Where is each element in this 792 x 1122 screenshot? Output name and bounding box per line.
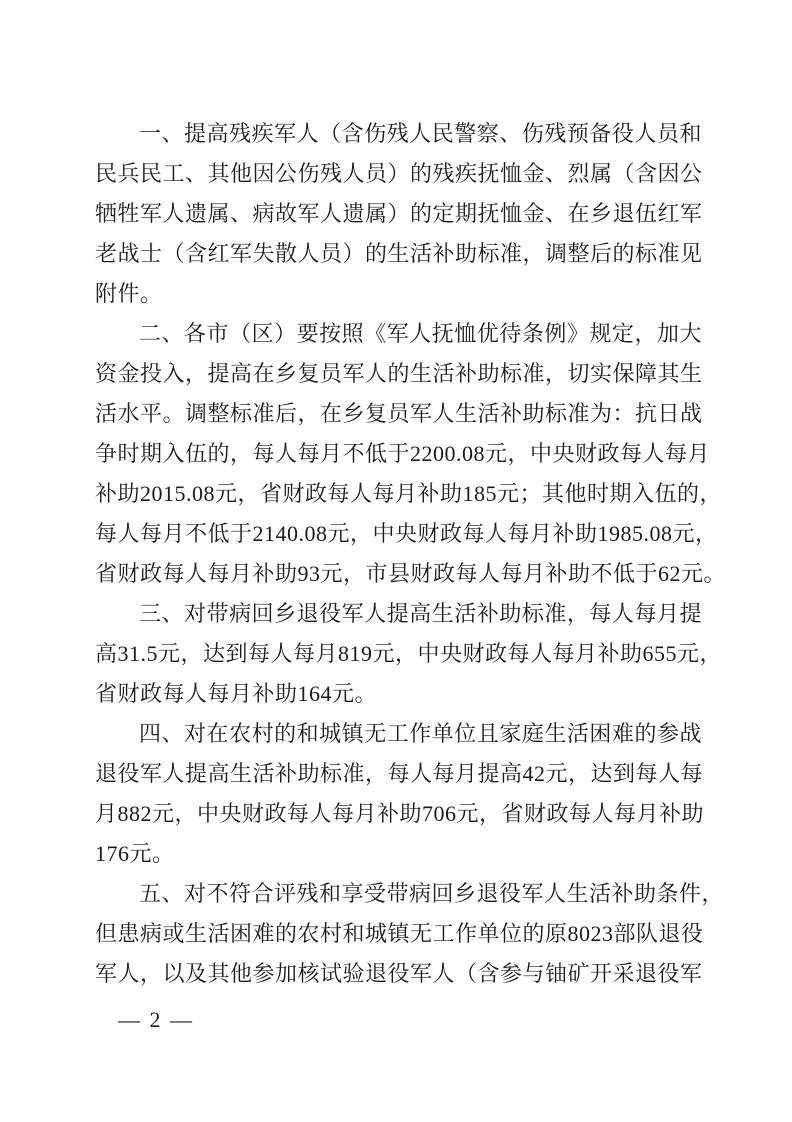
text-line: 但患病或生活困难的农村和城镇无工作单位的原8023部队退役 (95, 921, 704, 946)
paragraph-4 (95, 714, 705, 874)
paragraph-2 (95, 314, 727, 594)
text-line: 牺牲军人遗属、病故军人遗属）的定期抚恤金、在乡退伍红军 (95, 201, 703, 226)
text-line: 补助2015.08元，省财政每人每月补助185元；其他时期入伍的， (95, 481, 723, 506)
text-line: 二、各市（区）要按照《军人抚恤优待条例》规定，加大 (139, 321, 702, 346)
paragraph-5 (95, 874, 725, 994)
text-line: 活水平。调整标准后，在乡复员军人生活补助标准为：抗日战 (95, 401, 703, 426)
paragraph-3 (95, 594, 723, 714)
text-line: 退役军人提高生活补助标准，每人每月提高42元，达到每人每 (95, 761, 704, 786)
text-line: 军人，以及其他参加核试验退役军人（含参与铀矿开采退役军 (95, 961, 703, 986)
text-line: 月882元，中央财政每人每月补助706元，省财政每人每月补助 (95, 801, 705, 826)
text-line: 三、对带病回乡退役军人提高生活补助标准，每人每月提 (139, 601, 702, 626)
text-line: 老战士（含红军失散人员）的生活补助标准，调整后的标准见 (95, 241, 703, 266)
text-line: 省财政每人每月补助93元，市县财政每人每月补助不低于62元。 (95, 561, 727, 586)
paragraph-1 (95, 114, 702, 314)
text-line: 争时期入伍的，每人每月不低于2200.08元，中央财政每人每月 (95, 441, 711, 466)
text-line: 省财政每人每月补助164元。 (95, 681, 378, 706)
text-line: 附件。 (95, 281, 163, 306)
text-line: 一、提高残疾军人（含伤残人民警察、伤残预备役人员和 (139, 121, 702, 146)
text-line: 高31.5元，达到每人每月819元，中央财政每人每月补助655元， (95, 641, 723, 666)
page-number: — 2 — (118, 1007, 194, 1032)
text-line: 资金投入，提高在乡复员军人的生活补助标准，切实保障其生 (95, 361, 703, 386)
text-line: 四、对在农村的和城镇无工作单位且家庭生活困难的参战 (139, 721, 702, 746)
text-line: 每人每月不低于2140.08元，中央财政每人每月补助1985.08元， (95, 521, 718, 546)
text-line: 五、对不符合评残和享受带病回乡退役军人生活补助条件， (139, 881, 725, 906)
text-line: 176元。 (95, 841, 175, 866)
text-line: 民兵民工、其他因公伤残人员）的残疾抚恤金、烈属（含因公 (95, 161, 703, 186)
document-body (95, 114, 727, 994)
